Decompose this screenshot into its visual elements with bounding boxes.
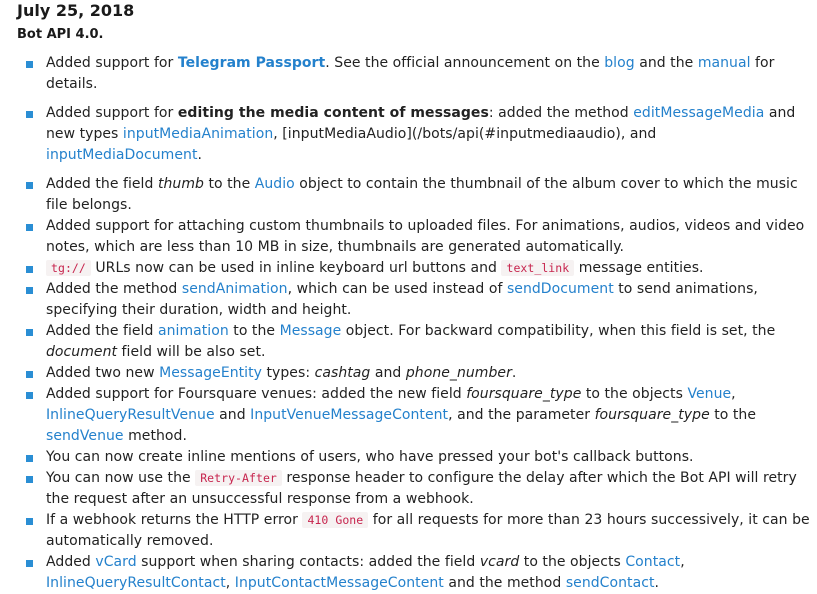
square-bullet-icon <box>26 61 33 68</box>
send-animation-link[interactable]: sendAnimation <box>181 281 288 297</box>
item-text: Added the method <box>46 281 182 297</box>
inline-code: Retry-After <box>195 470 282 486</box>
manual-link[interactable]: manual <box>697 55 751 71</box>
item-text: You can now use the <box>46 470 196 486</box>
item-text: . <box>197 147 203 163</box>
item-text: field will be also set. <box>117 344 266 360</box>
input-venue-message-content-link[interactable]: InputVenueMessageContent <box>250 407 449 423</box>
date-heading: July 25, 2018 <box>17 1 135 20</box>
list-item <box>17 53 813 95</box>
item-strong-text: editing the media content of messages <box>177 105 489 121</box>
square-bullet-icon <box>26 111 33 118</box>
item-text: : added the method <box>488 105 634 121</box>
item-em-text: cashtag <box>314 365 371 381</box>
audio-link[interactable]: Audio <box>254 176 295 192</box>
item-text: object to contain the thumbnail of the album cover to which the music file belongs. <box>46 176 798 213</box>
item-text: and <box>370 365 406 381</box>
list-item <box>17 103 813 166</box>
item-text: . See the official announcement on the <box>325 55 605 71</box>
item-em-text: phone_number <box>405 365 512 381</box>
item-text: Added <box>46 554 96 570</box>
item-text: . <box>654 575 660 591</box>
item-text: Added support for attaching custom thumbnails to uploaded files. For animations, audios, videos and video notes, which are less than 10 MB in size, thumbnails are generated automatically. <box>46 218 805 255</box>
inline-code: tg:// <box>46 260 91 276</box>
item-text: Added the field <box>46 176 158 192</box>
venue-link[interactable]: Venue <box>687 386 732 402</box>
square-bullet-icon <box>26 455 33 462</box>
item-text: . <box>511 365 517 381</box>
item-text: method. <box>123 428 187 444</box>
item-text: to the objects <box>581 386 688 402</box>
send-document-link[interactable]: sendDocument <box>506 281 614 297</box>
blog-link[interactable]: blog <box>604 55 635 71</box>
animation-link[interactable]: animation <box>157 323 229 339</box>
send-venue-link[interactable]: sendVenue <box>46 428 124 444</box>
inline-code: 410 Gone <box>302 512 368 528</box>
item-em-text: document <box>46 344 118 360</box>
list-item <box>17 321 813 363</box>
item-text: Added two new <box>46 365 160 381</box>
item-text: object. For backward compatibility, when this field is set, the <box>341 323 776 339</box>
item-text: Added support for Foursquare venues: added the new field <box>46 386 467 402</box>
item-text: to send animations, specifying their duration, width and height. <box>46 281 758 318</box>
item-text: , <box>680 554 685 570</box>
list-item <box>17 468 813 510</box>
list-item <box>17 216 813 258</box>
square-bullet-icon <box>26 518 33 525</box>
item-text: , <box>225 575 235 591</box>
item-text: Added the field <box>46 323 158 339</box>
item-text: to the <box>709 407 757 423</box>
item-text: Added support for <box>46 55 178 71</box>
list-item <box>17 258 813 279</box>
item-text: for details. <box>46 55 775 92</box>
square-bullet-icon <box>26 371 33 378</box>
item-text: for all requests for more than 23 hours successively, it can be automatically removed. <box>46 512 810 549</box>
inline-code: text_link <box>501 260 574 276</box>
input-media-document-link[interactable]: inputMediaDocument <box>46 147 198 163</box>
item-text: , which can be used instead of <box>287 281 507 297</box>
item-text: and the <box>634 55 698 71</box>
item-text: to the objects <box>519 554 626 570</box>
telegram-passport-link[interactable]: Telegram Passport <box>177 55 326 71</box>
item-text: , <box>731 386 736 402</box>
item-em-text: thumb <box>157 176 204 192</box>
square-bullet-icon <box>26 392 33 399</box>
square-bullet-icon <box>26 287 33 294</box>
square-bullet-icon <box>26 476 33 483</box>
input-contact-message-content-link[interactable]: InputContactMessageContent <box>234 575 444 591</box>
item-text: to the <box>203 176 255 192</box>
list-item <box>17 447 813 468</box>
item-text: Added support for <box>46 105 178 121</box>
message-entity-link[interactable]: MessageEntity <box>159 365 262 381</box>
item-text: , and the parameter <box>448 407 595 423</box>
list-item <box>17 279 813 321</box>
item-text: to the <box>228 323 280 339</box>
inline-query-result-contact-link[interactable]: InlineQueryResultContact <box>46 575 226 591</box>
item-text: You can now create inline mentions of users, who have pressed your bot's callback buttons. <box>46 449 694 465</box>
item-em-text: vcard <box>479 554 520 570</box>
item-text: If a webhook returns the HTTP error <box>46 512 303 528</box>
item-text: message entities. <box>574 260 704 276</box>
inline-query-result-venue-link[interactable]: InlineQueryResultVenue <box>46 407 215 423</box>
list-item <box>17 174 813 216</box>
item-em-text: foursquare_type <box>466 386 582 402</box>
list-item <box>17 384 813 447</box>
item-text: URLs now can be used in inline keyboard url buttons and <box>90 260 502 276</box>
item-text: and <box>214 407 251 423</box>
item-text: response header to configure the delay after which the Bot API will retry the request after an unsuccessful response from a webhook. <box>46 470 797 507</box>
square-bullet-icon <box>26 266 33 273</box>
contact-link[interactable]: Contact <box>625 554 681 570</box>
input-media-animation-link[interactable]: inputMediaAnimation <box>122 126 274 142</box>
item-text: support when sharing contacts: added the field <box>136 554 480 570</box>
square-bullet-icon <box>26 329 33 336</box>
edit-message-media-link[interactable]: editMessageMedia <box>633 105 765 121</box>
vcard-link[interactable]: vCard <box>95 554 137 570</box>
message-link[interactable]: Message <box>279 323 342 339</box>
item-text: , [inputMediaAudio](/bots/api(#inputmediaaudio), and <box>273 126 657 142</box>
square-bullet-icon <box>26 182 33 189</box>
version-title: Bot API 4.0. <box>17 27 104 42</box>
item-text: types: <box>262 365 315 381</box>
square-bullet-icon <box>26 560 33 567</box>
item-text: and new types <box>46 105 796 142</box>
square-bullet-icon <box>26 224 33 231</box>
item-text: and the method <box>443 575 566 591</box>
send-contact-link[interactable]: sendContact <box>565 575 655 591</box>
list-item <box>17 552 813 594</box>
list-item <box>17 363 813 384</box>
item-em-text: foursquare_type <box>594 407 710 423</box>
changes-list <box>17 53 813 594</box>
list-item <box>17 510 813 552</box>
